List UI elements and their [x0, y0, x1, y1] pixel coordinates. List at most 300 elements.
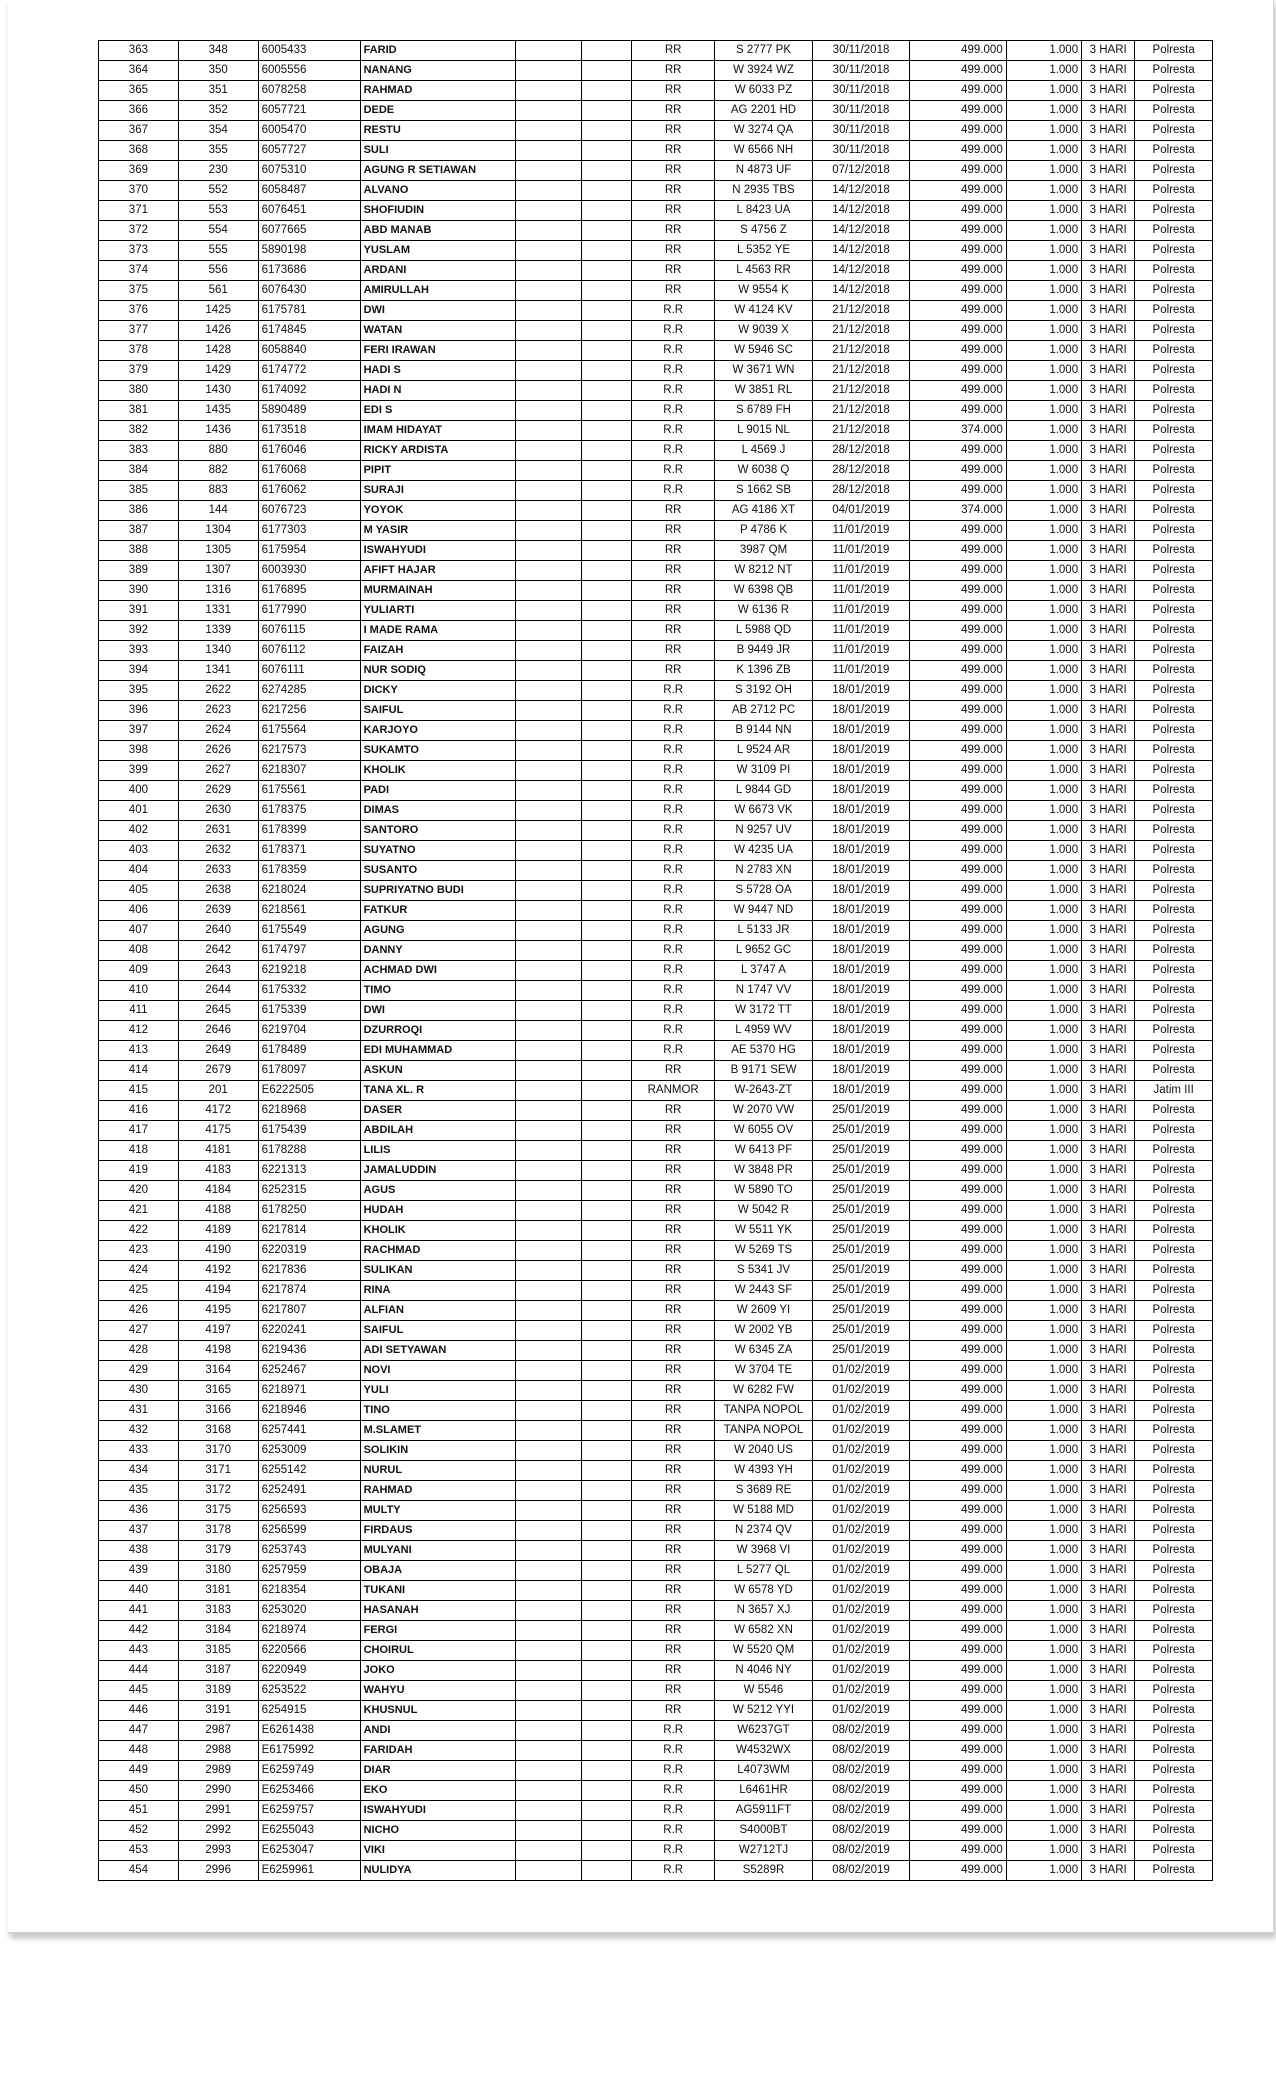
row-number-cell: 387	[99, 521, 179, 541]
duration-cell: 3 HARI	[1082, 401, 1135, 421]
duration-cell: 3 HARI	[1082, 161, 1135, 181]
violation-type-cell: RR	[632, 1301, 715, 1321]
receipt-number-cell: 4188	[178, 1201, 258, 1221]
blank-cell	[582, 801, 632, 821]
row-number-cell: 381	[99, 401, 179, 421]
row-number-cell: 385	[99, 481, 179, 501]
ticket-number-cell: 6076115	[258, 621, 360, 641]
name-cell: ARDANI	[360, 261, 515, 281]
name-cell: DWI	[360, 1001, 515, 1021]
ticket-number-cell: 6252491	[258, 1481, 360, 1501]
duration-cell: 3 HARI	[1082, 1161, 1135, 1181]
fine-amount-cell: 499.000	[910, 961, 1006, 981]
blank-cell	[515, 901, 582, 921]
blank-cell	[515, 421, 582, 441]
blank-cell	[582, 1481, 632, 1501]
plate-number-cell: W 3848 PR	[715, 1161, 813, 1181]
fee-amount-cell: 1.000	[1006, 841, 1081, 861]
blank-cell	[515, 341, 582, 361]
receipt-number-cell: 3183	[178, 1601, 258, 1621]
row-number-cell: 441	[99, 1601, 179, 1621]
row-number-cell: 421	[99, 1201, 179, 1221]
blank-cell	[582, 121, 632, 141]
plate-number-cell: N 4873 UF	[715, 161, 813, 181]
blank-cell	[582, 1341, 632, 1361]
duration-cell: 3 HARI	[1082, 1461, 1135, 1481]
ticket-number-cell: 6005556	[258, 61, 360, 81]
blank-cell	[515, 1501, 582, 1521]
violation-type-cell: RR	[632, 1681, 715, 1701]
violation-type-cell: RR	[632, 1621, 715, 1641]
violation-type-cell: R.R	[632, 1721, 715, 1741]
blank-cell	[582, 141, 632, 161]
ticket-number-cell: 6217836	[258, 1261, 360, 1281]
table-row	[99, 181, 1213, 201]
ticket-number-cell: 6217874	[258, 1281, 360, 1301]
plate-number-cell: S 5728 OA	[715, 881, 813, 901]
table-row	[99, 421, 1213, 441]
duration-cell: 3 HARI	[1082, 621, 1135, 641]
receipt-number-cell: 554	[178, 221, 258, 241]
date-cell: 08/02/2019	[812, 1741, 910, 1761]
office-cell: Polresta	[1135, 761, 1213, 781]
duration-cell: 3 HARI	[1082, 1341, 1135, 1361]
duration-cell: 3 HARI	[1082, 421, 1135, 441]
row-number-cell: 431	[99, 1401, 179, 1421]
fee-amount-cell: 1.000	[1006, 281, 1081, 301]
blank-cell	[515, 441, 582, 461]
plate-number-cell: AG 2201 HD	[715, 101, 813, 121]
duration-cell: 3 HARI	[1082, 1401, 1135, 1421]
ticket-number-cell: 6217807	[258, 1301, 360, 1321]
fee-amount-cell: 1.000	[1006, 381, 1081, 401]
fee-amount-cell: 1.000	[1006, 1401, 1081, 1421]
duration-cell: 3 HARI	[1082, 1101, 1135, 1121]
blank-cell	[582, 1041, 632, 1061]
ticket-number-cell: E6259961	[258, 1861, 360, 1881]
date-cell: 08/02/2019	[812, 1861, 910, 1881]
date-cell: 01/02/2019	[812, 1561, 910, 1581]
table-row	[99, 1241, 1213, 1261]
receipt-number-cell: 4189	[178, 1221, 258, 1241]
ticket-number-cell: 6175561	[258, 781, 360, 801]
blank-cell	[515, 701, 582, 721]
date-cell: 14/12/2018	[812, 181, 910, 201]
name-cell: YULI	[360, 1381, 515, 1401]
table-row	[99, 401, 1213, 421]
plate-number-cell: AG5911FT	[715, 1801, 813, 1821]
receipt-number-cell: 552	[178, 181, 258, 201]
blank-cell	[515, 981, 582, 1001]
receipt-number-cell: 3181	[178, 1581, 258, 1601]
ticket-number-cell: 6176062	[258, 481, 360, 501]
violation-type-cell: R.R	[632, 401, 715, 421]
name-cell: PIPIT	[360, 461, 515, 481]
receipt-number-cell: 3171	[178, 1461, 258, 1481]
violation-type-cell: RR	[632, 581, 715, 601]
violation-type-cell: R.R	[632, 361, 715, 381]
table-row	[99, 701, 1213, 721]
name-cell: ALVANO	[360, 181, 515, 201]
date-cell: 01/02/2019	[812, 1581, 910, 1601]
name-cell: RESTU	[360, 121, 515, 141]
name-cell: SUPRIYATNO BUDI	[360, 881, 515, 901]
fee-amount-cell: 1.000	[1006, 1381, 1081, 1401]
plate-number-cell: W 5946 SC	[715, 341, 813, 361]
table-row	[99, 1321, 1213, 1341]
date-cell: 01/02/2019	[812, 1421, 910, 1441]
blank-cell	[582, 1241, 632, 1261]
ticket-number-cell: 6174845	[258, 321, 360, 341]
fine-amount-cell: 499.000	[910, 921, 1006, 941]
office-cell: Polresta	[1135, 1541, 1213, 1561]
fee-amount-cell: 1.000	[1006, 421, 1081, 441]
plate-number-cell: L 9844 GD	[715, 781, 813, 801]
blank-cell	[582, 361, 632, 381]
duration-cell: 3 HARI	[1082, 681, 1135, 701]
date-cell: 30/11/2018	[812, 81, 910, 101]
ticket-number-cell: 6178489	[258, 1041, 360, 1061]
row-number-cell: 430	[99, 1381, 179, 1401]
office-cell: Polresta	[1135, 361, 1213, 381]
row-number-cell: 452	[99, 1821, 179, 1841]
blank-cell	[582, 1801, 632, 1821]
fee-amount-cell: 1.000	[1006, 1081, 1081, 1101]
office-cell: Polresta	[1135, 1681, 1213, 1701]
blank-cell	[582, 1141, 632, 1161]
table-row	[99, 621, 1213, 641]
ticket-number-cell: 6255142	[258, 1461, 360, 1481]
table-row	[99, 1001, 1213, 1021]
row-number-cell: 379	[99, 361, 179, 381]
fine-amount-cell: 499.000	[910, 841, 1006, 861]
violation-type-cell: R.R	[632, 1761, 715, 1781]
office-cell: Polresta	[1135, 1821, 1213, 1841]
duration-cell: 3 HARI	[1082, 1061, 1135, 1081]
blank-cell	[515, 1401, 582, 1421]
office-cell: Polresta	[1135, 61, 1213, 81]
date-cell: 18/01/2019	[812, 701, 910, 721]
blank-cell	[515, 641, 582, 661]
plate-number-cell: L 9015 NL	[715, 421, 813, 441]
row-number-cell: 363	[99, 41, 179, 61]
blank-cell	[515, 821, 582, 841]
blank-cell	[582, 301, 632, 321]
name-cell: SOLIKIN	[360, 1441, 515, 1461]
records-table	[98, 40, 1213, 1881]
violation-type-cell: R.R	[632, 901, 715, 921]
receipt-number-cell: 2642	[178, 941, 258, 961]
violation-type-cell: R.R	[632, 481, 715, 501]
name-cell: KHUSNUL	[360, 1701, 515, 1721]
table-row	[99, 501, 1213, 521]
fee-amount-cell: 1.000	[1006, 1621, 1081, 1641]
plate-number-cell: W 6055 OV	[715, 1121, 813, 1141]
fine-amount-cell: 499.000	[910, 1021, 1006, 1041]
office-cell: Polresta	[1135, 1101, 1213, 1121]
fee-amount-cell: 1.000	[1006, 1261, 1081, 1281]
table-row	[99, 1061, 1213, 1081]
blank-cell	[582, 1501, 632, 1521]
ticket-number-cell: 6178399	[258, 821, 360, 841]
blank-cell	[515, 661, 582, 681]
office-cell: Polresta	[1135, 1481, 1213, 1501]
name-cell: NULIDYA	[360, 1861, 515, 1881]
duration-cell: 3 HARI	[1082, 661, 1135, 681]
duration-cell: 3 HARI	[1082, 221, 1135, 241]
receipt-number-cell: 2640	[178, 921, 258, 941]
violation-type-cell: R.R	[632, 461, 715, 481]
row-number-cell: 429	[99, 1361, 179, 1381]
fine-amount-cell: 499.000	[910, 941, 1006, 961]
violation-type-cell: RR	[632, 121, 715, 141]
name-cell: FATKUR	[360, 901, 515, 921]
table-row	[99, 661, 1213, 681]
duration-cell: 3 HARI	[1082, 721, 1135, 741]
fee-amount-cell: 1.000	[1006, 721, 1081, 741]
duration-cell: 3 HARI	[1082, 1201, 1135, 1221]
violation-type-cell: R.R	[632, 441, 715, 461]
table-row	[99, 901, 1213, 921]
office-cell: Polresta	[1135, 581, 1213, 601]
fee-amount-cell: 1.000	[1006, 1101, 1081, 1121]
fee-amount-cell: 1.000	[1006, 981, 1081, 1001]
fine-amount-cell: 499.000	[910, 221, 1006, 241]
violation-type-cell: R.R	[632, 1861, 715, 1881]
blank-cell	[515, 541, 582, 561]
name-cell: RAHMAD	[360, 1481, 515, 1501]
fee-amount-cell: 1.000	[1006, 501, 1081, 521]
fine-amount-cell: 499.000	[910, 1161, 1006, 1181]
date-cell: 30/11/2018	[812, 101, 910, 121]
blank-cell	[582, 621, 632, 641]
violation-type-cell: RR	[632, 1461, 715, 1481]
receipt-number-cell: 4184	[178, 1181, 258, 1201]
fee-amount-cell: 1.000	[1006, 661, 1081, 681]
office-cell: Polresta	[1135, 981, 1213, 1001]
table-row	[99, 761, 1213, 781]
plate-number-cell: L 5277 QL	[715, 1561, 813, 1581]
ticket-number-cell: E6253047	[258, 1841, 360, 1861]
receipt-number-cell: 3179	[178, 1541, 258, 1561]
office-cell: Polresta	[1135, 1241, 1213, 1261]
office-cell: Polresta	[1135, 421, 1213, 441]
fine-amount-cell: 499.000	[910, 1361, 1006, 1381]
row-number-cell: 424	[99, 1261, 179, 1281]
office-cell: Polresta	[1135, 1381, 1213, 1401]
ticket-number-cell: 6218946	[258, 1401, 360, 1421]
date-cell: 18/01/2019	[812, 681, 910, 701]
table-row	[99, 1421, 1213, 1441]
plate-number-cell: AB 2712 PC	[715, 701, 813, 721]
row-number-cell: 448	[99, 1741, 179, 1761]
blank-cell	[582, 441, 632, 461]
office-cell: Polresta	[1135, 1041, 1213, 1061]
blank-cell	[582, 321, 632, 341]
fee-amount-cell: 1.000	[1006, 541, 1081, 561]
office-cell: Polresta	[1135, 481, 1213, 501]
ticket-number-cell: 6254915	[258, 1701, 360, 1721]
name-cell: JAMALUDDIN	[360, 1161, 515, 1181]
office-cell: Polresta	[1135, 1441, 1213, 1461]
duration-cell: 3 HARI	[1082, 81, 1135, 101]
name-cell: SHOFIUDIN	[360, 201, 515, 221]
fine-amount-cell: 499.000	[910, 1701, 1006, 1721]
name-cell: FERI IRAWAN	[360, 341, 515, 361]
date-cell: 08/02/2019	[812, 1721, 910, 1741]
receipt-number-cell: 355	[178, 141, 258, 161]
table-row	[99, 1521, 1213, 1541]
ticket-number-cell: E6253466	[258, 1781, 360, 1801]
name-cell: EDI S	[360, 401, 515, 421]
office-cell: Polresta	[1135, 1201, 1213, 1221]
receipt-number-cell: 2623	[178, 701, 258, 721]
blank-cell	[582, 341, 632, 361]
fee-amount-cell: 1.000	[1006, 581, 1081, 601]
blank-cell	[515, 721, 582, 741]
name-cell: AFIFT HAJAR	[360, 561, 515, 581]
blank-cell	[515, 501, 582, 521]
fine-amount-cell: 499.000	[910, 141, 1006, 161]
row-number-cell: 377	[99, 321, 179, 341]
name-cell: WAHYU	[360, 1681, 515, 1701]
row-number-cell: 437	[99, 1521, 179, 1541]
ticket-number-cell: 6218561	[258, 901, 360, 921]
date-cell: 18/01/2019	[812, 1061, 910, 1081]
plate-number-cell: W 8212 NT	[715, 561, 813, 581]
receipt-number-cell: 201	[178, 1081, 258, 1101]
duration-cell: 3 HARI	[1082, 981, 1135, 1001]
office-cell: Polresta	[1135, 41, 1213, 61]
fine-amount-cell: 499.000	[910, 581, 1006, 601]
ticket-number-cell: 6218307	[258, 761, 360, 781]
duration-cell: 3 HARI	[1082, 1521, 1135, 1541]
ticket-number-cell: 6218354	[258, 1581, 360, 1601]
duration-cell: 3 HARI	[1082, 1361, 1135, 1381]
name-cell: TIMO	[360, 981, 515, 1001]
fine-amount-cell: 499.000	[910, 121, 1006, 141]
duration-cell: 3 HARI	[1082, 1121, 1135, 1141]
name-cell: KARJOYO	[360, 721, 515, 741]
blank-cell	[582, 481, 632, 501]
violation-type-cell: RR	[632, 1521, 715, 1541]
office-cell: Polresta	[1135, 821, 1213, 841]
blank-cell	[582, 1401, 632, 1421]
name-cell: CHOIRUL	[360, 1641, 515, 1661]
table-row	[99, 1701, 1213, 1721]
table-row	[99, 1081, 1213, 1101]
fee-amount-cell: 1.000	[1006, 161, 1081, 181]
ticket-number-cell: 6218974	[258, 1621, 360, 1641]
office-cell: Polresta	[1135, 1141, 1213, 1161]
fine-amount-cell: 499.000	[910, 541, 1006, 561]
row-number-cell: 373	[99, 241, 179, 261]
plate-number-cell: W 5188 MD	[715, 1501, 813, 1521]
date-cell: 07/12/2018	[812, 161, 910, 181]
blank-cell	[582, 1821, 632, 1841]
plate-number-cell: 3987 QM	[715, 541, 813, 561]
ticket-number-cell: 6173686	[258, 261, 360, 281]
fine-amount-cell: 499.000	[910, 641, 1006, 661]
violation-type-cell: RR	[632, 181, 715, 201]
fine-amount-cell: 499.000	[910, 341, 1006, 361]
receipt-number-cell: 230	[178, 161, 258, 181]
table-row	[99, 61, 1213, 81]
plate-number-cell: W 3274 QA	[715, 121, 813, 141]
violation-type-cell: RR	[632, 641, 715, 661]
receipt-number-cell: 1304	[178, 521, 258, 541]
receipt-number-cell: 4190	[178, 1241, 258, 1261]
receipt-number-cell: 4192	[178, 1261, 258, 1281]
fine-amount-cell: 499.000	[910, 1781, 1006, 1801]
fine-amount-cell: 499.000	[910, 1461, 1006, 1481]
blank-cell	[515, 781, 582, 801]
table-row	[99, 461, 1213, 481]
name-cell: FARID	[360, 41, 515, 61]
name-cell: TANA XL. R	[360, 1081, 515, 1101]
plate-number-cell: W 3851 RL	[715, 381, 813, 401]
plate-number-cell: W 5890 TO	[715, 1181, 813, 1201]
fine-amount-cell: 499.000	[910, 441, 1006, 461]
ticket-number-cell: 6076430	[258, 281, 360, 301]
ticket-number-cell: 6253522	[258, 1681, 360, 1701]
violation-type-cell: R.R	[632, 881, 715, 901]
table-row	[99, 1461, 1213, 1481]
row-number-cell: 449	[99, 1761, 179, 1781]
office-cell: Polresta	[1135, 621, 1213, 641]
date-cell: 01/02/2019	[812, 1381, 910, 1401]
office-cell: Polresta	[1135, 201, 1213, 221]
date-cell: 08/02/2019	[812, 1841, 910, 1861]
blank-cell	[515, 1541, 582, 1561]
office-cell: Polresta	[1135, 1661, 1213, 1681]
duration-cell: 3 HARI	[1082, 961, 1135, 981]
table-row	[99, 481, 1213, 501]
blank-cell	[515, 761, 582, 781]
plate-number-cell: L 4959 WV	[715, 1021, 813, 1041]
plate-number-cell: N 2783 XN	[715, 861, 813, 881]
fine-amount-cell: 499.000	[910, 1721, 1006, 1741]
violation-type-cell: R.R	[632, 941, 715, 961]
office-cell: Polresta	[1135, 1421, 1213, 1441]
duration-cell: 3 HARI	[1082, 581, 1135, 601]
row-number-cell: 364	[99, 61, 179, 81]
date-cell: 18/01/2019	[812, 821, 910, 841]
fine-amount-cell: 499.000	[910, 1441, 1006, 1461]
ticket-number-cell: 6057727	[258, 141, 360, 161]
duration-cell: 3 HARI	[1082, 841, 1135, 861]
name-cell: SUYATNO	[360, 841, 515, 861]
row-number-cell: 394	[99, 661, 179, 681]
office-cell: Polresta	[1135, 1181, 1213, 1201]
receipt-number-cell: 1340	[178, 641, 258, 661]
duration-cell: 3 HARI	[1082, 1741, 1135, 1761]
blank-cell	[582, 1101, 632, 1121]
ticket-number-cell: 6253009	[258, 1441, 360, 1461]
office-cell: Polresta	[1135, 861, 1213, 881]
ticket-number-cell: E6175992	[258, 1741, 360, 1761]
receipt-number-cell: 2988	[178, 1741, 258, 1761]
ticket-number-cell: 6217573	[258, 741, 360, 761]
plate-number-cell: W 5546	[715, 1681, 813, 1701]
blank-cell	[515, 1441, 582, 1461]
blank-cell	[515, 1681, 582, 1701]
fee-amount-cell: 1.000	[1006, 1281, 1081, 1301]
plate-number-cell: W 6578 YD	[715, 1581, 813, 1601]
fee-amount-cell: 1.000	[1006, 261, 1081, 281]
office-cell: Polresta	[1135, 741, 1213, 761]
name-cell: VIKI	[360, 1841, 515, 1861]
